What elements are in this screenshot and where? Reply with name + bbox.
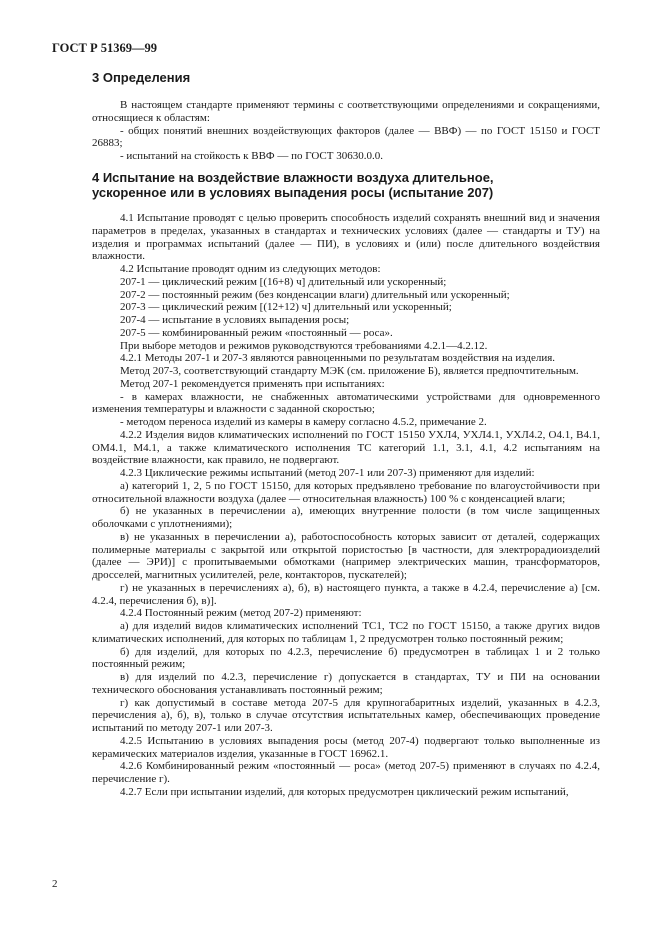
paragraph: б) не указанных в перечислении а), имеющих внутренние полости (в том числе защищенных оболочками с уплотнениями); — [92, 505, 600, 530]
paragraph: 4.2.7 Если при испытании изделий, для которых предусмотрен циклический режим испытаний, — [120, 785, 569, 798]
paragraph: - в камерах влажности, не снабженных автоматическими устройствами для одновременного изменения температуры и влажности с заданной скоростью; — [92, 390, 600, 416]
paragraph: 4.2.1 Методы 207-1 и 207-3 являются равноценными по результатам воздействия на изделия. — [120, 352, 556, 365]
section-4-heading-line: ускоренное или в условиях выпадения росы (испытание 207) — [92, 185, 494, 200]
paragraph: 4.2.2 Изделия видов климатических исполнений по ГОСТ 15150 УХЛ4, УХЛ4.1, УХЛ4.2, О4.1, В4.1, ОМ4.1, М4.1, а также климатического исполнения ТС категорий 1.1, 3.1, 4.1, 4.2 испытаниям на воздействие влажности, как правило, не подвергают. — [92, 428, 600, 467]
paragraph: 207-5 — комбинированный режим «постоянный — роса». — [120, 326, 393, 339]
paragraph: в) для изделий по 4.2.3, перечисление г) допускается в стандартах, ТУ и ПИ на основании технического обоснования устанавливать постоянный режим; — [92, 671, 600, 696]
paragraph: - методом переноса изделий из камеры в камеру согласно 4.5.2, примечание 2. — [120, 416, 487, 428]
paragraph: 4.1 Испытание проводят с целью проверить способность изделий сохранять внешний вид и значения параметров в пределах, указанных в стандартах и технических условиях (далее — стандарты и ТУ) на изделия и программах испытаний (далее — ПИ), в условиях и (или) после длительного воздействия влажности. — [92, 212, 600, 263]
section-3-heading: 3 Определения — [92, 70, 191, 85]
paragraph: 4.2.5 Испытанию в условиях выпадения росы (метод 207-4) подвергают только выполненные из керамических материалов изделия, указанные в ГОСТ 16962.1. — [92, 734, 600, 760]
document-header: ГОСТ Р 51369—99 — [52, 41, 158, 55]
paragraph: Метод 207-3, соответствующий стандарту МЭК (см. приложение Б), является предпочтительным. — [120, 365, 579, 377]
paragraph: б) для изделий, для которых по 4.2.3, перечисление б) предусмотрен в таблицах 1 и 2 только постоянный режим; — [92, 645, 600, 671]
paragraph: 207-2 — постоянный режим (без конденсации влаги) длительный или ускоренный; — [120, 288, 510, 301]
paragraph: а) для изделий видов климатических исполнений ТС1, ТС2 по ГОСТ 15150, а также других видов климатических исполнений, для которых по таблицам 1, 2 предусмотрен только постоянный режим; — [92, 620, 600, 645]
section-4-heading-line: 4 Испытание на воздействие влажности воздуха длительное, — [92, 170, 494, 185]
section-4-heading — [92, 170, 562, 200]
paragraph: Метод 207-1 рекомендуется применять при испытаниях: — [120, 377, 385, 390]
paragraph: При выборе методов и режимов руководствуются требованиями 4.2.1—4.2.12. — [120, 339, 488, 352]
paragraph: 4.2.6 Комбинированный режим «постоянный — роса» (метод 207-5) применяют в случаях по 4.2.4, перечисление г). — [92, 760, 600, 785]
section-4-body — [92, 212, 600, 799]
paragraph: г) как допустимый в составе метода 207-5 для крупногабаритных изделий, указанных в 4.2.3, перечисления а), б), в), только в случае отсутствия испытательных камер, обеспечивающих проведение испытаний по методу 207-1 или 207-3. — [92, 696, 600, 734]
page-number: 2 — [52, 878, 58, 890]
paragraph: 4.2.3 Циклические режимы испытаний (метод 207-1 или 207-3) применяют для изделий: — [120, 467, 535, 479]
paragraph: - общих понятий внешних воздействующих факторов (далее — ВВФ) — по ГОСТ 15150 и ГОСТ 26883; — [92, 124, 600, 150]
paragraph: В настоящем стандарте применяют термины с соответствующими определениями и сокращениями, относящиеся к областям: — [92, 99, 600, 124]
paragraph: 207-3 — циклический режим [(12+12) ч] длительный или ускоренный; — [120, 301, 452, 314]
paragraph: 207-1 — циклический режим [(16+8) ч] длительный или ускоренный; — [120, 275, 447, 288]
paragraph: 4.2 Испытание проводят одним из следующих методов: — [120, 263, 381, 275]
paragraph: а) категорий 1, 2, 5 по ГОСТ 15150, для которых предъявлено требование по влагоустойчивости при относительной влажности воздуха (далее — относительная влажность) 100 % с конденсацией влаги; — [92, 479, 600, 505]
paragraph: - испытаний на стойкость к ВВФ — по ГОСТ 30630.0.0. — [120, 150, 383, 162]
section-3-body — [92, 99, 600, 163]
paragraph: 4.2.4 Постоянный режим (метод 207-2) применяют: — [120, 607, 362, 620]
paragraph: 207-4 — испытание в условиях выпадения росы; — [120, 314, 350, 326]
paragraph: в) не указанных в перечислении а), работоспособность которых зависит от деталей, содержащих полимерные материалы с закрытой или открытой пористостью [в частности, для электрорадиоизделий (далее — ЭРИ)] с пропитываемыми обмотками (например электрических машин, трансформаторов, дросселей, магнитных усилителей, реле, контакторов, пускателей); — [92, 530, 600, 581]
paragraph: г) не указанных в перечислениях а), б), в) настоящего пункта, а также в 4.2.4, перечисление а) [см. 4.2.4, перечисления б), в)]. — [92, 581, 600, 607]
